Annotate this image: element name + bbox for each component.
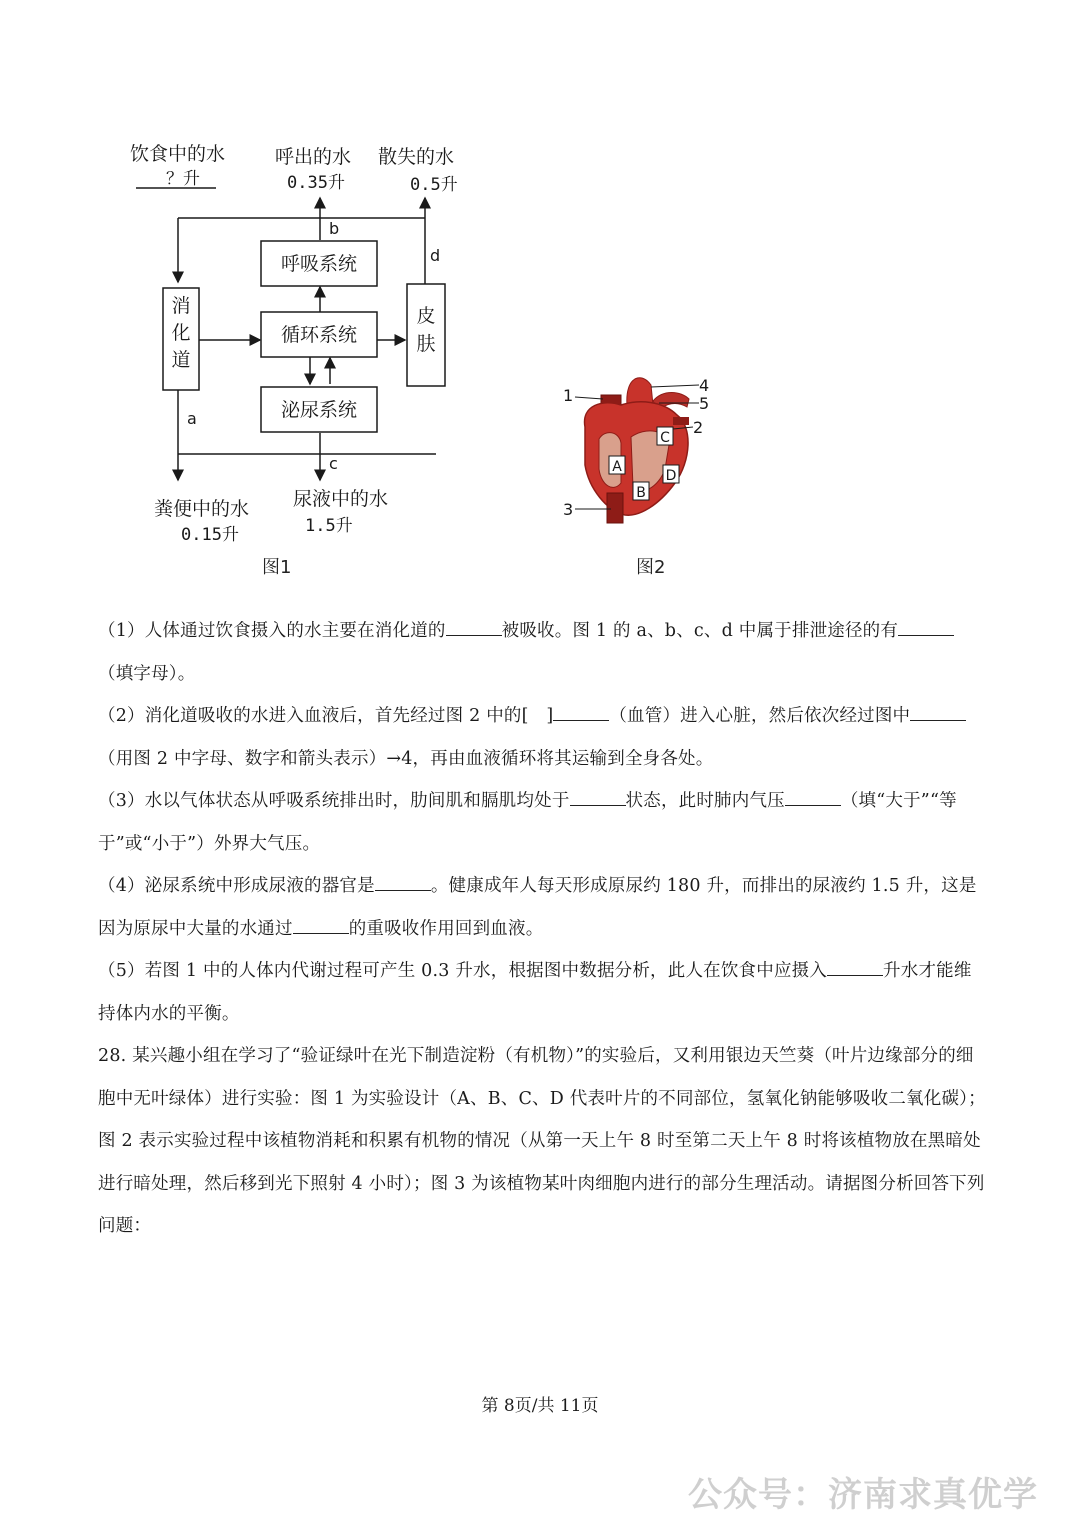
- question-28: 28. 某兴趣小组在学习了“验证绿叶在光下制造淀粉（有机物）”的实验后，又利用银边天竺葵（叶片边缘部分的细胞中无叶绿体）进行实验：图 1 为实验设计（A、B、C、D 代表叶片的不同部位，氢氧化钠能够吸收二氧化碳）；图 2 表示实验过程中该植物消耗和积累有机物的情况（从第一天上午 8 时至第二天上午 8 时将该植物放在黑暗处进行暗处理，然后移到光下照射 4 小时）；图 3 为该植物某叶肉细胞内进行的部分生理活动。请据图分析回答下列问题：: [98, 1046, 986, 1236]
- question-3: （3）水以气体状态从呼吸系统排出时，肋间肌和膈肌均处于 状态，此时肺内气压 （填“大于”“等于”或“小于”）外界大气压。: [98, 780, 988, 865]
- chamber-a: A: [612, 459, 622, 475]
- heart-number-5: 5: [699, 394, 710, 413]
- path-letter-b: b: [329, 219, 340, 238]
- question-2: （2）消化道吸收的水进入血液后，首先经过图 2 中的[ ] （血管）进入心脏，然后依次经过图中（用图 2 中字母、数字和箭头表示）→4，再由血液循环将其运输到全身各处。: [98, 695, 988, 780]
- path-letter-c: c: [329, 454, 338, 473]
- page-number: 第 8页/共 11页: [481, 1396, 599, 1416]
- watermark: 公众号：济南求真优学: [688, 1475, 1038, 1515]
- figure-1-water-balance-diagram: [120, 130, 480, 550]
- circulatory-label: 循环系统: [280, 324, 358, 346]
- answer-blank[interactable]: [375, 872, 431, 891]
- path-letter-d: d: [430, 246, 441, 265]
- chamber-c: C: [660, 430, 670, 446]
- question-5: （5）若图 1 中的人体内代谢过程可产生 0.3 升水，根据图中数据分析，此人在饮食中应摄入 升水才能维持体内水的平衡。: [98, 950, 988, 1035]
- heart-number-3: 3: [563, 500, 574, 519]
- diet-water-label: 饮食中的水: [130, 143, 226, 165]
- question-1: （1）人体通过饮食摄入的水主要在消化道的 被吸收。图 1 的 a、b、c、d 中属于排泄途径的有（填字母）。: [98, 610, 988, 695]
- answer-blank[interactable]: [553, 702, 609, 721]
- figure-2-caption: 图2: [636, 557, 666, 578]
- respiratory-label: 呼吸系统: [280, 253, 358, 275]
- chamber-d: D: [665, 468, 677, 484]
- figure-1-caption: 图1: [262, 557, 292, 578]
- answer-blank[interactable]: [446, 617, 502, 636]
- chamber-b: B: [636, 485, 646, 501]
- answer-blank[interactable]: [827, 957, 883, 976]
- heart-number-4: 4: [699, 376, 710, 395]
- answer-blank[interactable]: [910, 702, 966, 721]
- heart-number-2: 2: [693, 418, 704, 437]
- lost-amount-label: 0.5升: [410, 175, 458, 195]
- answer-blank[interactable]: [570, 787, 626, 806]
- digestive-label: 消化道: [171, 295, 191, 371]
- heart-number-1: 1: [563, 386, 574, 405]
- diet-amount-label: ？升: [166, 169, 200, 189]
- lost-water-label: 散失的水: [378, 146, 455, 168]
- urinary-label: 泌尿系统: [280, 399, 358, 421]
- answer-blank[interactable]: [293, 914, 349, 933]
- feces-water-label: 粪便中的水: [154, 498, 250, 520]
- figure-2-heart-diagram: [555, 365, 725, 535]
- path-letter-a: a: [187, 409, 197, 428]
- exhaled-water-label: 呼出的水: [275, 146, 352, 168]
- feces-amount-label: 0.15升: [181, 525, 239, 545]
- skin-label: 皮肤: [416, 305, 436, 355]
- answer-blank[interactable]: [785, 787, 841, 806]
- sub-questions: [98, 610, 988, 1248]
- urine-amount-label: 1.5升: [305, 516, 353, 536]
- question-4: （4）泌尿系统中形成尿液的器官是 。健康成年人每天形成原尿约 180 升，而排出的尿液约 1.5 升，这是因为原尿中大量的水通过 的重吸收作用回到血液。: [98, 865, 988, 950]
- answer-blank[interactable]: [898, 617, 954, 636]
- urine-water-label: 尿液中的水: [293, 488, 389, 510]
- exhaled-amount-label: 0.35升: [287, 173, 345, 193]
